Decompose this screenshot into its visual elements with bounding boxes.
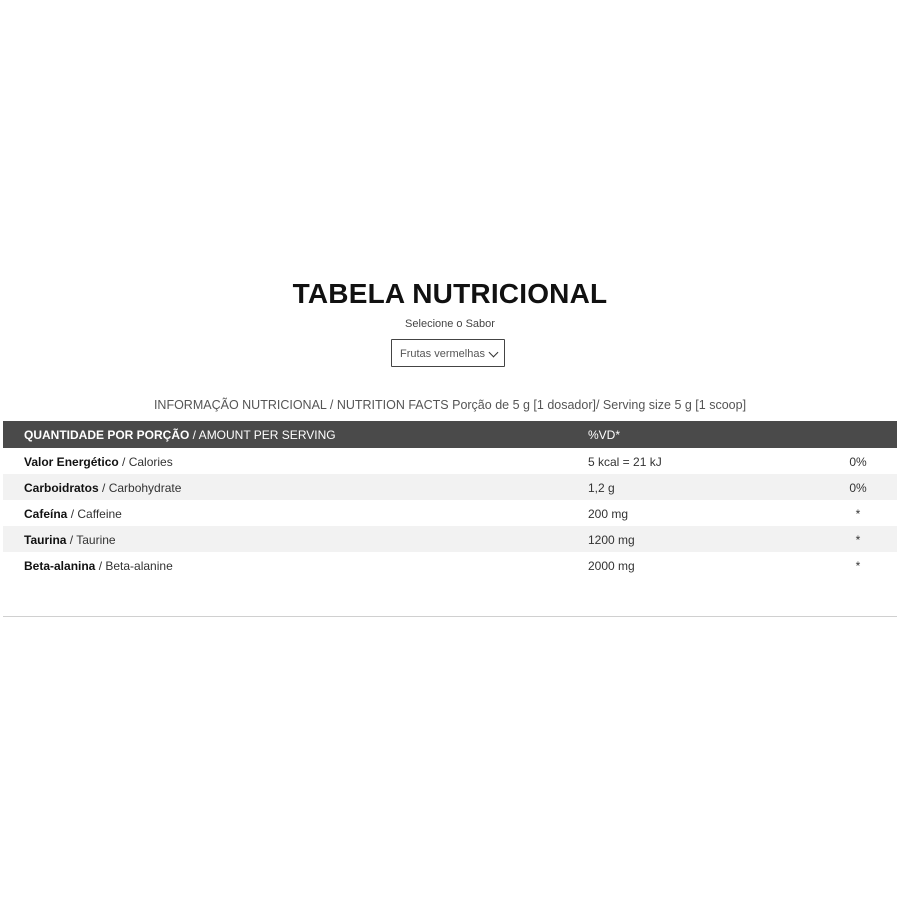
nutrient-amount: 200 mg	[588, 507, 629, 521]
table-divider	[3, 616, 897, 617]
nutrient-vd: 0%	[849, 481, 867, 495]
nutrient-name-cell	[24, 507, 122, 521]
nutrient-translation: / Taurine	[66, 533, 116, 547]
nutrient-amount: 1200 mg	[588, 533, 635, 547]
nutrient-translation: / Beta-alanine	[95, 559, 173, 573]
nutrient-name-cell	[24, 559, 173, 573]
nutrient-translation: / Caffeine	[67, 507, 122, 521]
table-row	[3, 500, 897, 526]
nutrient-amount: 2000 mg	[588, 559, 635, 573]
nutrition-info-line: INFORMAÇÃO NUTRICIONAL / NUTRITION FACTS Porção de 5 g [1 dosador]/ Serving size 5 g [1 scoop]	[153, 398, 747, 412]
nutrient-vd: 0%	[849, 455, 867, 469]
flavor-select[interactable]	[391, 339, 505, 367]
nutrient-name-cell	[24, 481, 181, 495]
table-row	[3, 526, 897, 552]
nutrient-name: Cafeína	[24, 507, 68, 521]
header-vd: %VD*	[588, 428, 621, 442]
page-title: TABELA NUTRICIONAL	[292, 278, 608, 309]
nutrient-vd: *	[855, 507, 861, 521]
chevron-down-icon	[489, 348, 499, 358]
nutrient-vd: *	[855, 533, 861, 547]
nutrient-name: Beta-alanina	[24, 559, 96, 573]
nutrient-amount: 5 kcal = 21 kJ	[588, 455, 662, 469]
table-row	[3, 474, 897, 500]
nutrient-name-cell	[24, 455, 173, 469]
nutrient-name: Taurina	[24, 533, 67, 547]
flavor-select-value: Frutas vermelhas	[400, 348, 485, 360]
flavor-select-label: Selecione o Sabor	[405, 318, 495, 330]
table-row	[3, 448, 897, 474]
nutrient-name: Carboidratos	[24, 481, 99, 495]
nutrition-table-header	[3, 421, 897, 448]
header-amount-per-serving	[24, 428, 336, 442]
header-amount-bold: QUANTIDADE POR PORÇÃO	[24, 428, 190, 442]
header-amount-rest: / AMOUNT PER SERVING	[189, 428, 336, 442]
nutrient-vd: *	[855, 559, 861, 573]
nutrient-translation: / Carbohydrate	[98, 481, 182, 495]
nutrient-name: Valor Energético	[24, 455, 119, 469]
nutrient-translation: / Calories	[118, 455, 173, 469]
nutrient-amount: 1,2 g	[588, 481, 615, 495]
nutrient-name-cell	[24, 533, 116, 547]
table-row	[3, 552, 897, 578]
